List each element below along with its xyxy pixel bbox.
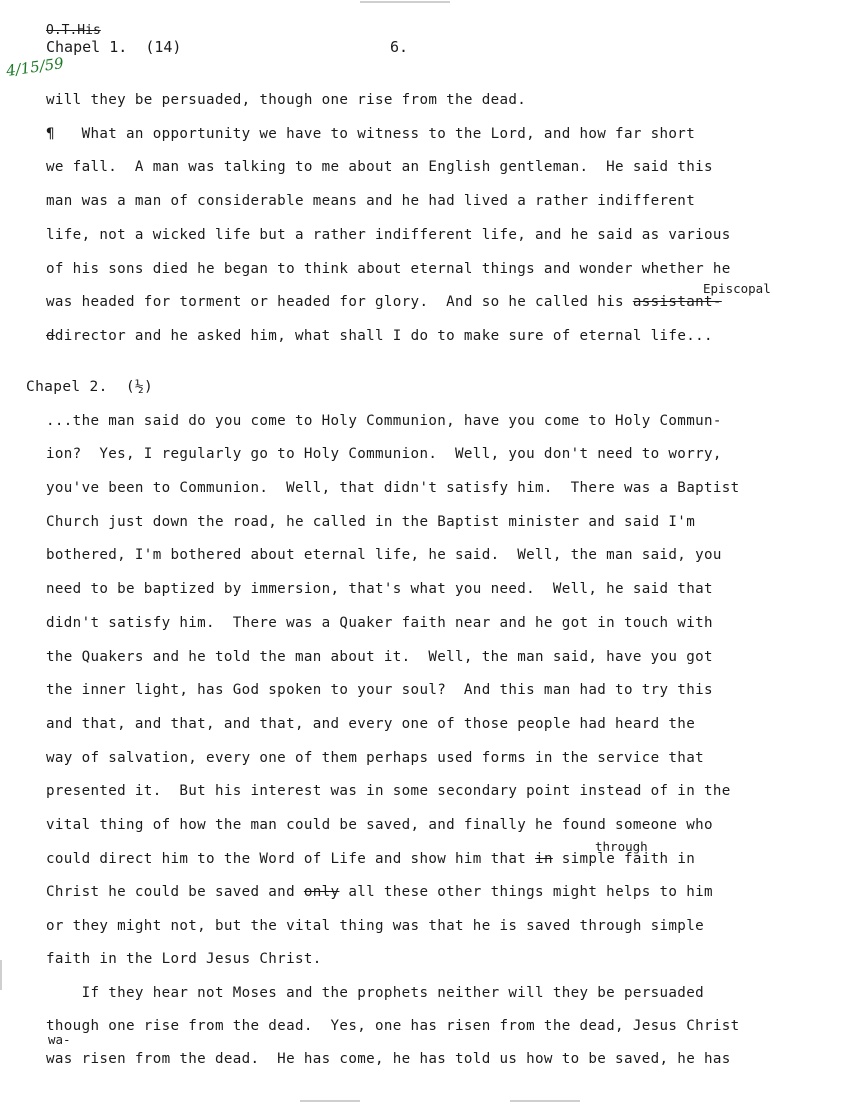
text-line: Church just down the road, he called in the Baptist minister and said I'm (46, 514, 696, 530)
text-line: didn't satisfy him. There was a Quaker faith near and he got in touch with (46, 615, 713, 631)
text-line: life, not a wicked life but a rather indifferent life, and he said as various (46, 227, 731, 243)
text-line: presented it. But his interest was in some secondary point instead of in the (46, 783, 731, 799)
text-line: faith in the Lord Jesus Christ. (46, 951, 322, 967)
text-line: bothered, I'm bothered about eternal life, he said. Well, the man said, you (46, 547, 722, 563)
scan-bottom-mark (300, 1100, 360, 1102)
text-line: you've been to Communion. Well, that didn't satisfy him. There was a Baptist (46, 480, 740, 496)
scan-top-mark (360, 1, 450, 3)
text-segment: Christ he could be saved and (46, 884, 304, 900)
text-line: or they might not, but the vital thing was that he is saved through simple (46, 918, 704, 934)
inserted-word: Episcopal (703, 281, 771, 296)
text-line-with-correction (46, 293, 722, 311)
handwritten-date: 4/15/59 (5, 54, 65, 80)
section-heading: Chapel 2. (½) (26, 379, 154, 395)
text-line: and that, and that, and that, and every one of those people had heard the (46, 716, 696, 732)
text-segment: was headed for torment or headed for glory. And so he called his (46, 294, 633, 310)
text-line: of his sons died he began to think about eternal things and wonder whether he (46, 261, 731, 277)
text-line: ion? Yes, I regularly go to Holy Communion. Well, you don't need to worry, (46, 446, 722, 462)
struck-word: only (303, 884, 340, 900)
text-line-with-correction (46, 883, 713, 901)
text-line: man was a man of considerable means and he had lived a rather indifferent (46, 193, 696, 209)
text-line: the inner light, has God spoken to your soul? And this man had to try this (46, 682, 713, 698)
text-line: was risen from the dead. He has come, he has told us how to be saved, he has (46, 1051, 731, 1067)
struck-letter: d (46, 328, 55, 344)
text-line: ...the man said do you come to Holy Communion, have you come to Holy Commun- (46, 413, 722, 429)
text-line: way of salvation, every one of them perhaps used forms in the service that (46, 750, 704, 766)
text-line: ¶ What an opportunity we have to witness to the Lord, and how far short (46, 126, 696, 142)
page-number: 6. (390, 38, 409, 56)
text-line: will they be persuaded, though one rise from the dead. (46, 92, 527, 108)
margin-insert: wa- (48, 1032, 71, 1047)
struck-word: in (535, 851, 553, 867)
text-line: we fall. A man was talking to me about an English gentleman. He said this (46, 159, 713, 175)
text-line: the Quakers and he told the man about it. Well, the man said, have you got (46, 649, 713, 665)
text-segment: simple faith in (552, 851, 696, 867)
header-chapel-label: Chapel 1. (14) (46, 38, 182, 56)
text-line: If they hear not Moses and the prophets neither will they be persuaded (46, 985, 704, 1001)
text-line: vital thing of how the man could be saved, and finally he found someone who (46, 817, 713, 833)
text-segment: all these other things might helps to him (339, 884, 713, 900)
struck-word: assistant- (632, 294, 722, 310)
header-initials: O.T.His (46, 23, 101, 38)
text-line-with-correction (46, 327, 713, 345)
inserted-word: through (595, 839, 648, 854)
text-segment: director and he asked him, what shall I do to make sure of eternal life... (54, 328, 713, 344)
text-line: need to be baptized by immersion, that's what you need. Well, he said that (46, 581, 713, 597)
scan-bottom-mark (510, 1100, 580, 1102)
text-line: though one rise from the dead. Yes, one has risen from the dead, Jesus Christ (46, 1018, 740, 1034)
text-segment: could direct him to the Word of Life and show him that (46, 851, 536, 867)
scan-edge-mark (0, 960, 2, 990)
